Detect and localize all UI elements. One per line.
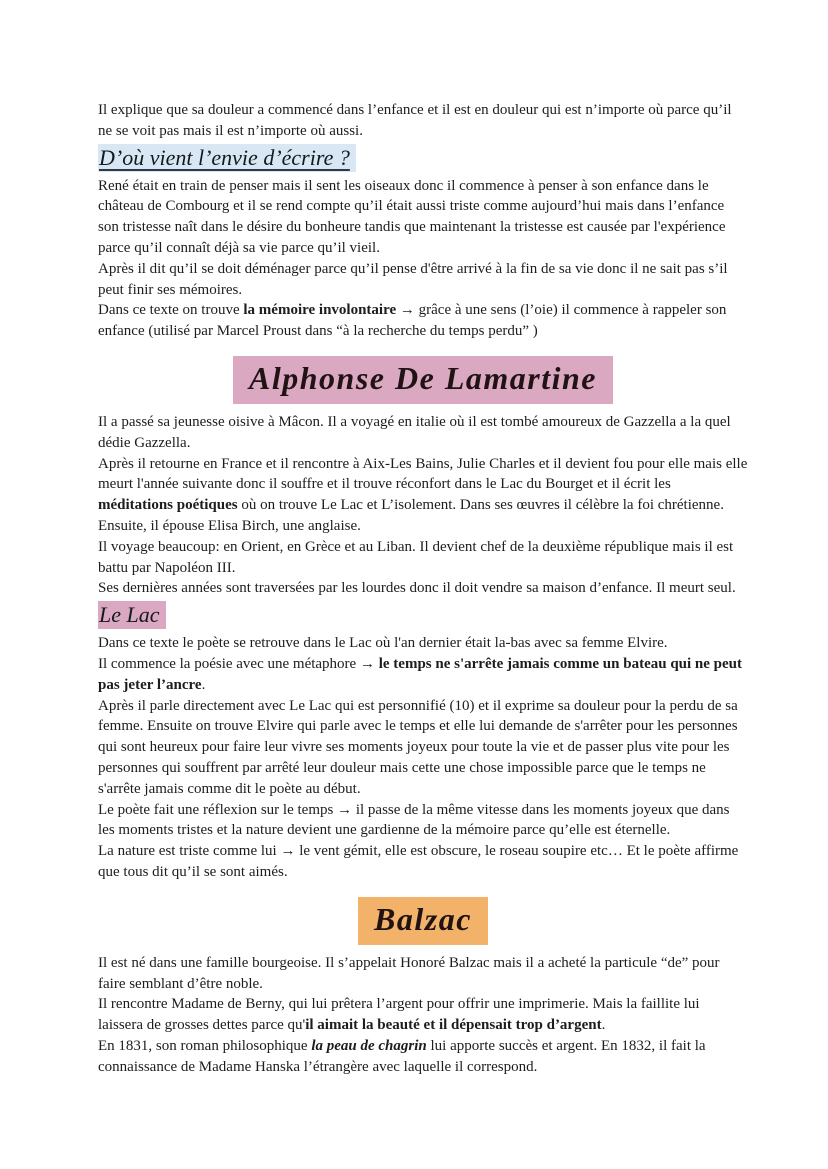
text-segment: En 1831, son roman philosophique xyxy=(98,1037,312,1054)
text-segment: Il explique que sa douleur a commencé dans l’enfance et il est en douleur qui est n’importe où parce qu’il ne se voit pas mais il est n’importe où aussi. xyxy=(98,102,732,139)
text-segment: Il est né dans une famille bourgeoise. Il s’appelait Honoré Balzac mais il a acheté la particule “de” pour faire semblant d’être noble. xyxy=(98,954,720,992)
heading-lamartine xyxy=(98,356,748,404)
balzac-1831-paragraph xyxy=(98,1036,748,1078)
heading-envie-ecrire-text xyxy=(98,144,356,172)
text-segment: Balzac xyxy=(374,900,472,937)
text-segment: la peau de chagrin xyxy=(311,1037,427,1054)
lelac-personnification-paragraph xyxy=(98,696,748,800)
text-segment: méditations poétiques xyxy=(98,497,238,514)
intro-paragraph xyxy=(98,100,748,142)
text-segment: La nature est triste comme lui → le vent gémit, elle est obscure, le roseau soupire etc… Et le poète affirme que tous dit qu’il se sont aimés. xyxy=(98,843,739,880)
text-segment: D’où vient l’envie d’écrire ? xyxy=(99,144,350,170)
memoire-involontaire-paragraph xyxy=(98,300,748,342)
rene-enfance-paragraph xyxy=(98,176,748,259)
lelac-nature-paragraph xyxy=(98,841,748,883)
lamartine-voyage-paragraph xyxy=(98,537,748,579)
heading-le-lac xyxy=(98,601,748,628)
balzac-famille-paragraph xyxy=(98,953,748,995)
text-segment: Le Lac xyxy=(99,602,160,628)
lamartine-julie-paragraph xyxy=(98,454,748,537)
text-segment: il aimait la beauté et il dépensait trop d’argent xyxy=(305,1017,602,1034)
heading-balzac-text xyxy=(358,897,488,945)
text-segment: lui apporte succès et argent. En 1832, il fait la connaissance de Madame Hanska l’étrangère avec laquelle il correspond. xyxy=(98,1037,706,1075)
lelac-metaphore-paragraph xyxy=(98,654,748,696)
lamartine-dernieres-annees-paragraph xyxy=(98,578,748,599)
text-segment: Dans ce texte on trouve xyxy=(98,302,244,319)
text-segment: Il commence la poésie avec une métaphore → xyxy=(98,655,379,672)
heading-balzac xyxy=(98,897,748,945)
text-segment: René était en train de penser mais il sent les oiseaux donc il commence à penser à son enfance dans le château de Combourg et il se rend compte qu’il était aussi triste comme aujourd’hui mais dans l’enfance son tristesse naît dans le désire du bonheure tandis que maintenant la tristesse est causée par l'expérience parce qu’il connaît déjà sa vie parce qu’il vieil. xyxy=(98,177,726,256)
text-segment: la mémoire involontaire xyxy=(243,302,397,319)
heading-lamartine-text xyxy=(233,356,613,404)
text-segment: Après il parle directement avec Le Lac qui est personnifié (10) et il exprime sa douleur pour la perdu de sa femme. Ensuite on trouve Elvire qui parle avec le temps et elle lui demande de s'arrêter pour les personnes qui sont heureux pour faire leur vivre ses moments joyeux pour toute la vie et de passer plus vite pour les personnes qui souffrent par arrêté leur douleur mais cette une chose impossible parce que le temps ne s'arrête jamais comme dit le poète au début. xyxy=(98,697,738,797)
text-segment: . xyxy=(201,676,206,693)
text-segment: Après il dit qu’il se doit déménager parce qu’il pense d'être arrivé à la fin de sa vie donc il ne sait pas s’il peut finir ses mémoires. xyxy=(98,260,728,298)
balzac-berny-paragraph xyxy=(98,994,748,1036)
text-segment: Il a passé sa jeunesse oisive à Mâcon. Il a voyagé en italie où il est tombé amoureux de Gazzella a la quel dédie Gazzella. xyxy=(98,413,731,451)
text-segment: Alphonse De Lamartine xyxy=(249,359,597,396)
text-segment: le temps ne s'arrête jamais comme un bateau qui ne peut pas jeter l’ancre xyxy=(98,655,743,693)
text-segment: . xyxy=(601,1017,606,1034)
text-segment: Dans ce texte le poète se retrouve dans le Lac où l'an dernier était la-bas avec sa femme Elvire. xyxy=(98,635,668,652)
rene-demenager-paragraph xyxy=(98,259,748,301)
text-segment: → grâce à une sens (l’oie) il commence à rappeler son enfance (utilisé par Marcel Proust dans “à la recherche du temps perdu” ) xyxy=(98,302,727,340)
text-segment: Ses dernières années sont traversées par les lourdes donc il doit vendre sa maison d’enfance. Il meurt seul. xyxy=(98,580,736,597)
text-segment: Il rencontre Madame de Berny, qui lui prêtera l’argent pour offrir une imprimerie. Mais la faillite lui laissera de grosses dettes parce qu' xyxy=(98,996,700,1034)
heading-envie-ecrire xyxy=(98,144,748,171)
document-content xyxy=(98,100,748,1077)
lelac-intro-paragraph xyxy=(98,633,748,654)
heading-le-lac-text xyxy=(98,601,166,629)
text-segment: Le poète fait une réflexion sur le temps → il passe de la même vitesse dans les moments joyeux que dans les moments tristes et la nature devient une gardienne de la mémoire parce qu’elle est éternelle. xyxy=(98,801,730,839)
lelac-reflexion-paragraph xyxy=(98,800,748,842)
text-segment: où on trouve Le Lac et L’isolement. Dans ses œuvres il célèbre la foi chrétienne. Ensuite, il épouse Elisa Birch, une anglaise. xyxy=(98,497,724,534)
text-segment: Il voyage beaucoup: en Orient, en Grèce et au Liban. Il devient chef de la deuxième république mais il est battu par Napoléon III. xyxy=(98,538,734,576)
lamartine-jeunesse-paragraph xyxy=(98,412,748,454)
text-segment: Après il retourne en France et il rencontre à Aix-Les Bains, Julie Charles et il devient fou pour elle mais elle meurt l'année suivante donc il souffre et il trouve réconfort dans le Lac du Bourget et il écrit les xyxy=(98,455,748,493)
